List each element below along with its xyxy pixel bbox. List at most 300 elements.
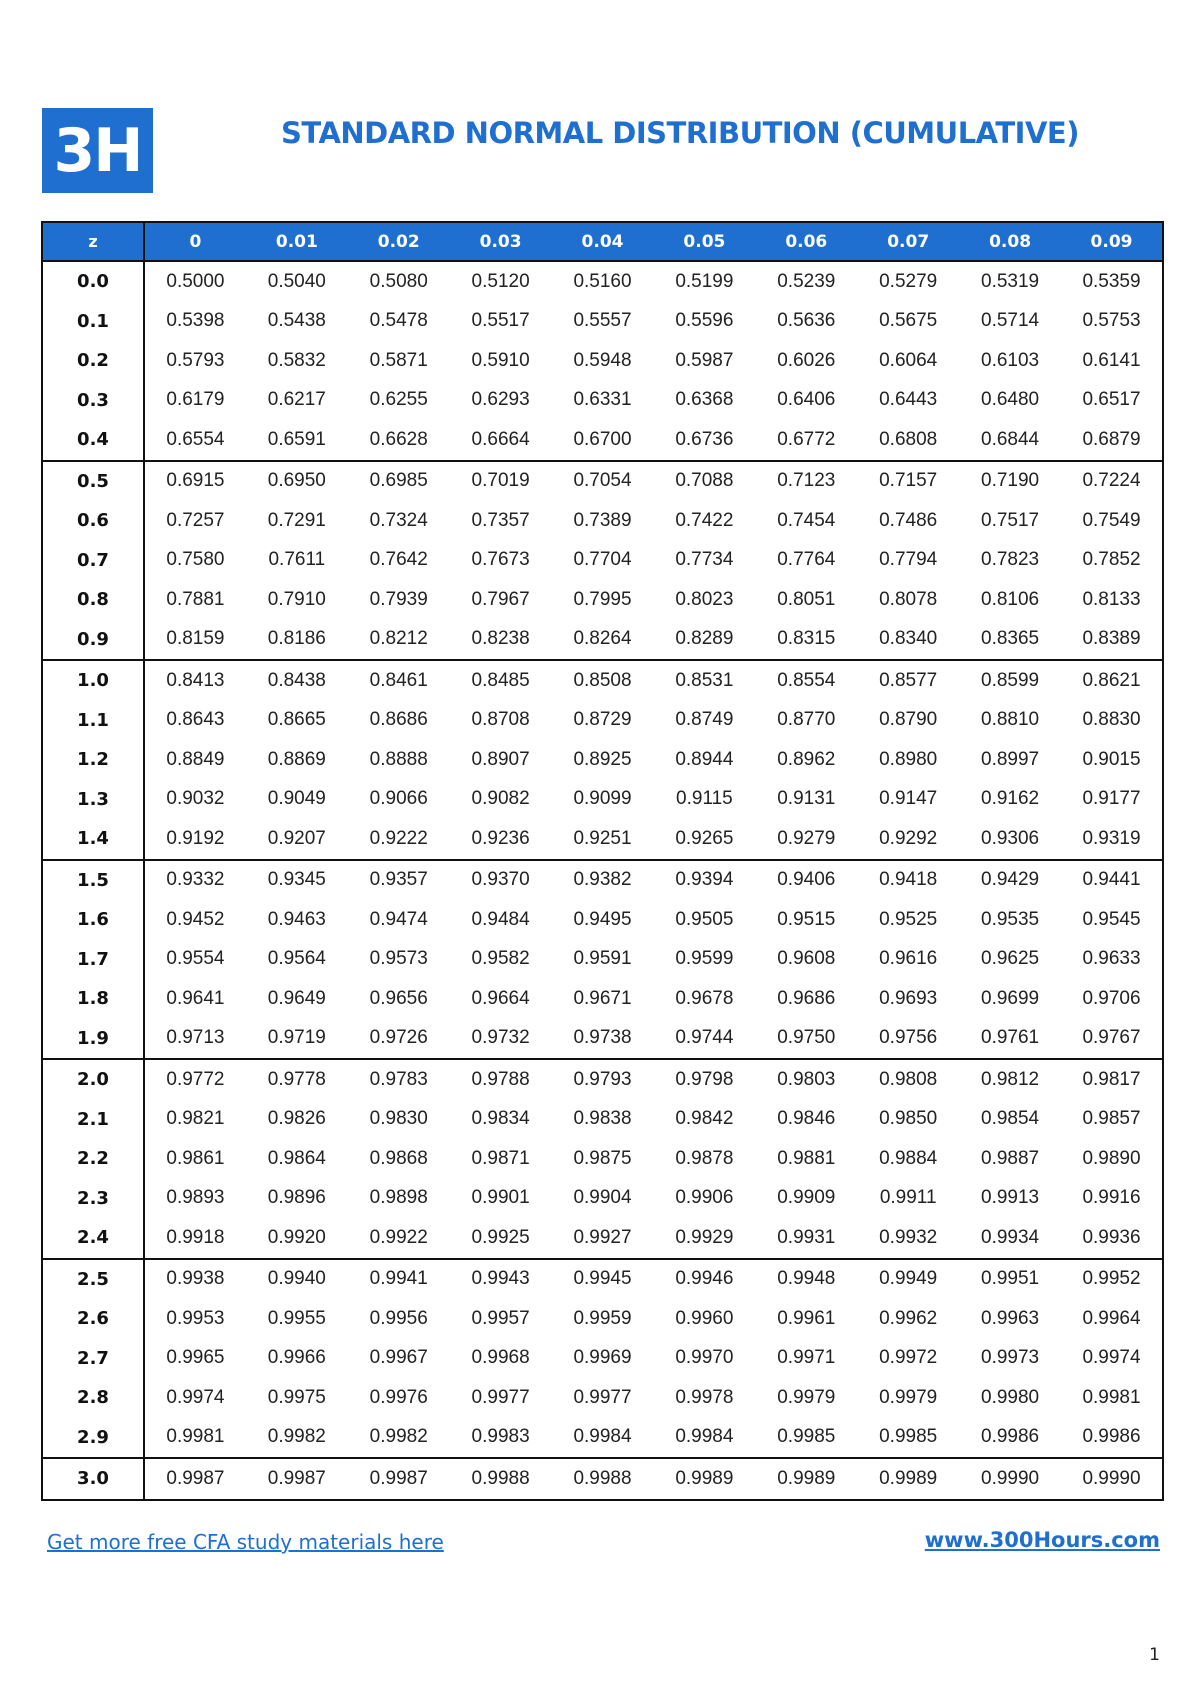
probability-cell: 0.9554 bbox=[166, 948, 225, 970]
probability-cell: 0.9911 bbox=[879, 1187, 937, 1209]
probability-cell: 0.8907 bbox=[471, 748, 530, 770]
probability-cell: 0.9545 bbox=[1082, 908, 1141, 930]
probability-cell: 0.9830 bbox=[369, 1108, 428, 1130]
probability-cell: 0.9525 bbox=[879, 908, 938, 930]
table-row bbox=[42, 461, 1163, 502]
probability-cell: 0.9868 bbox=[369, 1147, 428, 1169]
probability-cell: 0.5636 bbox=[777, 310, 836, 332]
probability-cell: 0.9049 bbox=[267, 788, 326, 810]
probability-cell: 0.7157 bbox=[857, 461, 959, 502]
probability-cell: 0.6808 bbox=[879, 428, 938, 450]
probability-cell: 0.7324 bbox=[369, 509, 428, 531]
probability-cell: 0.9515 bbox=[777, 908, 836, 930]
probability-cell: 0.9236 bbox=[471, 827, 530, 849]
z-value-cell: 2.8 bbox=[42, 1378, 144, 1418]
probability-cell: 0.5557 bbox=[573, 310, 632, 332]
probability-cell: 0.9441 bbox=[1061, 860, 1163, 901]
probability-cell: 0.9761 bbox=[981, 1027, 1040, 1049]
probability-cell: 0.9977 bbox=[471, 1386, 530, 1408]
probability-cell: 0.9970 bbox=[675, 1347, 734, 1369]
table-row bbox=[42, 660, 1163, 701]
probability-cell: 0.9484 bbox=[471, 908, 530, 930]
probability-cell: 0.5239 bbox=[777, 270, 836, 292]
probability-cell: 0.7257 bbox=[166, 509, 225, 531]
probability-cell: 0.7673 bbox=[471, 549, 530, 571]
page-title: STANDARD NORMAL DISTRIBUTION (CUMULATIVE) bbox=[281, 116, 1079, 150]
z-value-cell: 0.7 bbox=[42, 541, 144, 581]
probability-cell: 0.9842 bbox=[675, 1108, 734, 1130]
z-value-cell: 0.3 bbox=[42, 381, 144, 421]
probability-cell: 0.9968 bbox=[471, 1347, 530, 1369]
probability-cell: 0.5040 bbox=[267, 270, 326, 292]
cfa-materials-link[interactable]: Get more free CFA study materials here bbox=[47, 1530, 444, 1554]
table-row bbox=[42, 1378, 1163, 1418]
probability-cell: 0.7389 bbox=[573, 509, 632, 531]
probability-cell: 0.6517 bbox=[1082, 389, 1141, 411]
probability-cell: 0.9162 bbox=[981, 788, 1040, 810]
probability-cell: 0.9793 bbox=[552, 1059, 654, 1100]
column-header: 0.08 bbox=[959, 222, 1061, 261]
probability-cell: 0.9279 bbox=[777, 827, 836, 849]
probability-cell: 0.9896 bbox=[267, 1187, 326, 1209]
probability-cell: 0.9955 bbox=[267, 1307, 326, 1329]
probability-cell: 0.9474 bbox=[369, 908, 428, 930]
probability-cell: 0.9864 bbox=[267, 1147, 326, 1169]
probability-cell: 0.9222 bbox=[369, 827, 428, 849]
probability-cell: 0.9066 bbox=[369, 788, 428, 810]
probability-cell: 0.9989 bbox=[755, 1458, 857, 1500]
table-row bbox=[42, 420, 1163, 461]
probability-cell: 0.9641 bbox=[166, 987, 225, 1009]
probability-cell: 0.6554 bbox=[166, 428, 225, 450]
probability-cell: 0.9990 bbox=[1061, 1458, 1163, 1500]
z-value-cell: 0.4 bbox=[42, 420, 144, 461]
probability-cell: 0.8078 bbox=[879, 588, 938, 610]
probability-cell: 0.9719 bbox=[267, 1027, 326, 1049]
probability-cell: 0.6255 bbox=[369, 389, 428, 411]
probability-cell: 0.9934 bbox=[981, 1226, 1040, 1248]
probability-cell: 0.5319 bbox=[981, 270, 1040, 292]
column-header: 0.01 bbox=[246, 222, 348, 261]
probability-cell: 0.8888 bbox=[369, 748, 428, 770]
probability-cell: 0.6628 bbox=[369, 428, 428, 450]
probability-cell: 0.5987 bbox=[675, 349, 734, 371]
probability-cell: 0.7704 bbox=[573, 549, 632, 571]
table-row bbox=[42, 341, 1163, 381]
table-header-row bbox=[42, 222, 1163, 261]
table-row bbox=[42, 860, 1163, 901]
probability-cell: 0.9981 bbox=[166, 1426, 225, 1448]
probability-cell: 0.7939 bbox=[369, 588, 428, 610]
probability-cell: 0.9732 bbox=[471, 1027, 530, 1049]
probability-cell: 0.8461 bbox=[348, 660, 450, 701]
probability-cell: 0.8944 bbox=[675, 748, 734, 770]
z-value-cell: 0.8 bbox=[42, 580, 144, 620]
probability-cell: 0.8621 bbox=[1061, 660, 1163, 701]
probability-cell: 0.9649 bbox=[267, 987, 326, 1009]
probability-cell: 0.6985 bbox=[348, 461, 450, 502]
probability-cell: 0.9932 bbox=[879, 1226, 938, 1248]
probability-cell: 0.9699 bbox=[981, 987, 1040, 1009]
probability-cell: 0.9834 bbox=[471, 1108, 530, 1130]
probability-cell: 0.9988 bbox=[552, 1458, 654, 1500]
probability-cell: 0.9963 bbox=[981, 1307, 1040, 1329]
probability-cell: 0.9099 bbox=[573, 788, 632, 810]
table-row bbox=[42, 940, 1163, 980]
z-value-cell: 0.2 bbox=[42, 341, 144, 381]
probability-cell: 0.9429 bbox=[959, 860, 1061, 901]
probability-cell: 0.7486 bbox=[879, 509, 938, 531]
z-value-cell: 1.2 bbox=[42, 740, 144, 780]
table-row bbox=[42, 1418, 1163, 1459]
probability-cell: 0.9357 bbox=[348, 860, 450, 901]
probability-cell: 0.8577 bbox=[857, 660, 959, 701]
probability-cell: 0.8531 bbox=[653, 660, 755, 701]
probability-cell: 0.8554 bbox=[755, 660, 857, 701]
probability-cell: 0.8508 bbox=[552, 660, 654, 701]
z-value-cell: 0.1 bbox=[42, 302, 144, 342]
probability-cell: 0.9452 bbox=[166, 908, 225, 930]
probability-cell: 0.7549 bbox=[1082, 509, 1141, 531]
probability-cell: 0.7123 bbox=[755, 461, 857, 502]
probability-cell: 0.5080 bbox=[369, 270, 428, 292]
probability-cell: 0.5793 bbox=[166, 349, 225, 371]
probability-cell: 0.8749 bbox=[675, 709, 734, 731]
probability-cell: 0.8643 bbox=[166, 709, 225, 731]
probability-cell: 0.7910 bbox=[267, 588, 326, 610]
probability-cell: 0.7764 bbox=[777, 549, 836, 571]
z-value-cell: 1.9 bbox=[42, 1019, 144, 1060]
probability-cell: 0.9846 bbox=[777, 1108, 836, 1130]
probability-cell: 0.9788 bbox=[450, 1059, 552, 1100]
probability-cell: 0.9916 bbox=[1082, 1187, 1141, 1209]
probability-cell: 0.6064 bbox=[879, 349, 938, 371]
probability-cell: 0.9591 bbox=[573, 948, 632, 970]
probability-cell: 0.9974 bbox=[1082, 1347, 1141, 1369]
probability-cell: 0.9319 bbox=[1082, 827, 1141, 849]
probability-cell: 0.9382 bbox=[552, 860, 654, 901]
probability-cell: 0.6293 bbox=[471, 389, 530, 411]
probability-cell: 0.7642 bbox=[369, 549, 428, 571]
probability-cell: 0.9943 bbox=[450, 1259, 552, 1300]
probability-cell: 0.9625 bbox=[981, 948, 1040, 970]
probability-cell: 0.5596 bbox=[675, 310, 734, 332]
probability-cell: 0.7967 bbox=[471, 588, 530, 610]
probability-cell: 0.5160 bbox=[573, 270, 632, 292]
distribution-table bbox=[41, 221, 1164, 1501]
probability-cell: 0.7190 bbox=[959, 461, 1061, 502]
probability-cell: 0.8289 bbox=[675, 628, 734, 650]
probability-cell: 0.9986 bbox=[981, 1426, 1040, 1448]
z-value-cell: 2.6 bbox=[42, 1299, 144, 1339]
probability-cell: 0.9920 bbox=[267, 1226, 326, 1248]
probability-cell: 0.7734 bbox=[675, 549, 734, 571]
probability-cell: 0.8686 bbox=[369, 709, 428, 731]
probability-cell: 0.9332 bbox=[144, 860, 246, 901]
probability-cell: 0.9664 bbox=[471, 987, 530, 1009]
probability-cell: 0.9884 bbox=[879, 1147, 938, 1169]
z-value-cell: 2.4 bbox=[42, 1218, 144, 1259]
probability-cell: 0.8106 bbox=[981, 588, 1040, 610]
probability-cell: 0.6179 bbox=[166, 389, 225, 411]
probability-cell: 0.9306 bbox=[981, 827, 1040, 849]
probability-cell: 0.9671 bbox=[573, 987, 632, 1009]
probability-cell: 0.9798 bbox=[653, 1059, 755, 1100]
probability-cell: 0.9887 bbox=[981, 1147, 1040, 1169]
probability-cell: 0.9394 bbox=[653, 860, 755, 901]
probability-cell: 0.9854 bbox=[981, 1108, 1040, 1130]
probability-cell: 0.9986 bbox=[1082, 1426, 1141, 1448]
probability-cell: 0.8962 bbox=[777, 748, 836, 770]
z-value-cell: 2.9 bbox=[42, 1418, 144, 1459]
probability-cell: 0.9292 bbox=[879, 827, 938, 849]
probability-cell: 0.9756 bbox=[879, 1027, 938, 1049]
probability-cell: 0.9976 bbox=[369, 1386, 428, 1408]
probability-cell: 0.6141 bbox=[1082, 349, 1141, 371]
probability-cell: 0.9952 bbox=[1061, 1259, 1163, 1300]
probability-cell: 0.9964 bbox=[1082, 1307, 1141, 1329]
probability-cell: 0.9974 bbox=[166, 1386, 225, 1408]
z-value-cell: 0.9 bbox=[42, 620, 144, 661]
probability-cell: 0.9975 bbox=[267, 1386, 326, 1408]
table-body bbox=[42, 261, 1163, 1500]
probability-cell: 0.9987 bbox=[246, 1458, 348, 1500]
probability-cell: 0.9966 bbox=[267, 1347, 326, 1369]
probability-cell: 0.9982 bbox=[267, 1426, 326, 1448]
probability-cell: 0.9969 bbox=[573, 1347, 632, 1369]
probability-cell: 0.6591 bbox=[267, 428, 326, 450]
column-header: 0.02 bbox=[348, 222, 450, 261]
probability-cell: 0.9686 bbox=[777, 987, 836, 1009]
probability-cell: 0.9418 bbox=[857, 860, 959, 901]
probability-cell: 0.9750 bbox=[777, 1027, 836, 1049]
probability-cell: 0.8925 bbox=[573, 748, 632, 770]
probability-cell: 0.9875 bbox=[573, 1147, 632, 1169]
probability-cell: 0.9706 bbox=[1082, 987, 1141, 1009]
table-row bbox=[42, 1339, 1163, 1379]
probability-cell: 0.9918 bbox=[166, 1226, 225, 1248]
probability-cell: 0.7422 bbox=[675, 509, 734, 531]
website-link[interactable]: www.300Hours.com bbox=[924, 1528, 1160, 1552]
probability-cell: 0.9971 bbox=[777, 1347, 836, 1369]
probability-cell: 0.9967 bbox=[369, 1347, 428, 1369]
probability-cell: 0.6443 bbox=[879, 389, 938, 411]
distribution-table-container bbox=[41, 221, 1164, 1501]
z-value-cell: 2.1 bbox=[42, 1100, 144, 1140]
probability-cell: 0.8810 bbox=[981, 709, 1040, 731]
probability-cell: 0.9906 bbox=[675, 1187, 734, 1209]
probability-cell: 0.9817 bbox=[1061, 1059, 1163, 1100]
probability-cell: 0.9977 bbox=[573, 1386, 632, 1408]
probability-cell: 0.8980 bbox=[879, 748, 938, 770]
probability-cell: 0.9803 bbox=[755, 1059, 857, 1100]
z-value-cell: 2.2 bbox=[42, 1139, 144, 1179]
probability-cell: 0.8238 bbox=[471, 628, 530, 650]
probability-cell: 0.9115 bbox=[676, 788, 733, 810]
table-row bbox=[42, 501, 1163, 541]
probability-cell: 0.9678 bbox=[675, 987, 734, 1009]
probability-cell: 0.9946 bbox=[653, 1259, 755, 1300]
probability-cell: 0.9147 bbox=[879, 788, 938, 810]
z-value-cell: 0.6 bbox=[42, 501, 144, 541]
probability-cell: 0.9962 bbox=[879, 1307, 938, 1329]
probability-cell: 0.9608 bbox=[777, 948, 836, 970]
probability-cell: 0.9927 bbox=[573, 1226, 632, 1248]
probability-cell: 0.9925 bbox=[471, 1226, 530, 1248]
probability-cell: 0.5438 bbox=[267, 310, 326, 332]
z-value-cell: 3.0 bbox=[42, 1458, 144, 1500]
probability-cell: 0.9808 bbox=[857, 1059, 959, 1100]
probability-cell: 0.9032 bbox=[166, 788, 225, 810]
probability-cell: 0.9616 bbox=[879, 948, 938, 970]
table-row bbox=[42, 1139, 1163, 1179]
z-value-cell: 2.0 bbox=[42, 1059, 144, 1100]
probability-cell: 0.9987 bbox=[348, 1458, 450, 1500]
z-value-cell: 1.0 bbox=[42, 660, 144, 701]
probability-cell: 0.8438 bbox=[246, 660, 348, 701]
probability-cell: 0.9981 bbox=[1082, 1386, 1141, 1408]
probability-cell: 0.6026 bbox=[777, 349, 836, 371]
probability-cell: 0.8790 bbox=[879, 709, 938, 731]
probability-cell: 0.5478 bbox=[369, 310, 428, 332]
probability-cell: 0.7823 bbox=[981, 549, 1040, 571]
probability-cell: 0.9207 bbox=[267, 827, 326, 849]
probability-cell: 0.5832 bbox=[267, 349, 326, 371]
probability-cell: 0.9535 bbox=[981, 908, 1040, 930]
table-row bbox=[42, 381, 1163, 421]
probability-cell: 0.6664 bbox=[471, 428, 530, 450]
probability-cell: 0.7224 bbox=[1061, 461, 1163, 502]
probability-cell: 0.5753 bbox=[1082, 310, 1141, 332]
probability-cell: 0.8729 bbox=[573, 709, 632, 731]
probability-cell: 0.8997 bbox=[981, 748, 1040, 770]
probability-cell: 0.5910 bbox=[471, 349, 530, 371]
probability-cell: 0.9979 bbox=[777, 1386, 836, 1408]
probability-cell: 0.9965 bbox=[166, 1347, 225, 1369]
probability-cell: 0.6844 bbox=[981, 428, 1040, 450]
probability-cell: 0.9778 bbox=[246, 1059, 348, 1100]
probability-cell: 0.9463 bbox=[267, 908, 326, 930]
probability-cell: 0.9949 bbox=[857, 1259, 959, 1300]
probability-cell: 0.8485 bbox=[450, 660, 552, 701]
probability-cell: 0.6368 bbox=[675, 389, 734, 411]
probability-cell: 0.9744 bbox=[675, 1027, 734, 1049]
probability-cell: 0.9938 bbox=[144, 1259, 246, 1300]
probability-cell: 0.7517 bbox=[981, 509, 1040, 531]
z-value-cell: 1.6 bbox=[42, 900, 144, 940]
probability-cell: 0.9564 bbox=[267, 948, 326, 970]
probability-cell: 0.9772 bbox=[144, 1059, 246, 1100]
probability-cell: 0.8708 bbox=[471, 709, 530, 731]
probability-cell: 0.9973 bbox=[981, 1347, 1040, 1369]
probability-cell: 0.8665 bbox=[267, 709, 326, 731]
probability-cell: 0.9505 bbox=[675, 908, 734, 930]
probability-cell: 0.9826 bbox=[267, 1108, 326, 1130]
probability-cell: 0.8340 bbox=[879, 628, 938, 650]
column-header: 0.06 bbox=[755, 222, 857, 261]
probability-cell: 0.9893 bbox=[166, 1187, 225, 1209]
probability-cell: 0.9972 bbox=[879, 1347, 938, 1369]
probability-cell: 0.7611 bbox=[268, 549, 326, 571]
probability-cell: 0.9982 bbox=[369, 1426, 428, 1448]
z-value-cell: 2.3 bbox=[42, 1179, 144, 1219]
probability-cell: 0.9913 bbox=[981, 1187, 1040, 1209]
probability-cell: 0.9857 bbox=[1082, 1108, 1141, 1130]
probability-cell: 0.7019 bbox=[450, 461, 552, 502]
probability-cell: 0.8023 bbox=[675, 588, 734, 610]
probability-cell: 0.9177 bbox=[1082, 788, 1141, 810]
probability-cell: 0.8133 bbox=[1082, 588, 1141, 610]
table-row bbox=[42, 1299, 1163, 1339]
probability-cell: 0.9783 bbox=[348, 1059, 450, 1100]
probability-cell: 0.5279 bbox=[879, 270, 938, 292]
probability-cell: 0.7794 bbox=[879, 549, 938, 571]
probability-cell: 0.5359 bbox=[1082, 270, 1141, 292]
probability-cell: 0.8365 bbox=[981, 628, 1040, 650]
probability-cell: 0.9904 bbox=[573, 1187, 632, 1209]
probability-cell: 0.9922 bbox=[369, 1226, 428, 1248]
z-value-cell: 2.7 bbox=[42, 1339, 144, 1379]
probability-cell: 0.5120 bbox=[471, 270, 530, 292]
probability-cell: 0.9936 bbox=[1082, 1226, 1141, 1248]
z-value-cell: 1.5 bbox=[42, 860, 144, 901]
probability-cell: 0.9192 bbox=[166, 827, 225, 849]
table-row bbox=[42, 1019, 1163, 1060]
probability-cell: 0.9984 bbox=[675, 1426, 734, 1448]
probability-cell: 0.9015 bbox=[1082, 748, 1141, 770]
probability-cell: 0.9983 bbox=[471, 1426, 530, 1448]
probability-cell: 0.6736 bbox=[675, 428, 734, 450]
table-row bbox=[42, 1179, 1163, 1219]
probability-cell: 0.9265 bbox=[675, 827, 734, 849]
table-row bbox=[42, 1458, 1163, 1500]
probability-cell: 0.9878 bbox=[675, 1147, 734, 1169]
probability-cell: 0.8770 bbox=[777, 709, 836, 731]
z-value-cell: 1.1 bbox=[42, 701, 144, 741]
probability-cell: 0.9960 bbox=[675, 1307, 734, 1329]
probability-cell: 0.9931 bbox=[777, 1226, 836, 1248]
probability-cell: 0.8159 bbox=[166, 628, 225, 650]
probability-cell: 0.9989 bbox=[653, 1458, 755, 1500]
probability-cell: 0.9573 bbox=[369, 948, 428, 970]
probability-cell: 0.9713 bbox=[166, 1027, 225, 1049]
probability-cell: 0.6103 bbox=[981, 349, 1040, 371]
probability-cell: 0.8389 bbox=[1082, 628, 1141, 650]
z-value-cell: 0.5 bbox=[42, 461, 144, 502]
probability-cell: 0.8413 bbox=[144, 660, 246, 701]
probability-cell: 0.9082 bbox=[471, 788, 530, 810]
probability-cell: 0.9767 bbox=[1082, 1027, 1141, 1049]
probability-cell: 0.6915 bbox=[144, 461, 246, 502]
probability-cell: 0.8051 bbox=[777, 588, 836, 610]
probability-cell: 0.9582 bbox=[471, 948, 530, 970]
probability-cell: 0.9959 bbox=[573, 1307, 632, 1329]
probability-cell: 0.9984 bbox=[573, 1426, 632, 1448]
probability-cell: 0.6331 bbox=[573, 389, 632, 411]
table-row bbox=[42, 701, 1163, 741]
probability-cell: 0.9985 bbox=[879, 1426, 938, 1448]
probability-cell: 0.9495 bbox=[573, 908, 632, 930]
probability-cell: 0.9898 bbox=[369, 1187, 428, 1209]
probability-cell: 0.7357 bbox=[471, 509, 530, 531]
table-row bbox=[42, 1259, 1163, 1300]
probability-cell: 0.9871 bbox=[471, 1147, 530, 1169]
probability-cell: 0.7852 bbox=[1082, 549, 1141, 571]
column-header: 0.09 bbox=[1061, 222, 1163, 261]
probability-cell: 0.9738 bbox=[573, 1027, 632, 1049]
probability-cell: 0.9821 bbox=[166, 1108, 225, 1130]
column-header: 0 bbox=[144, 222, 246, 261]
